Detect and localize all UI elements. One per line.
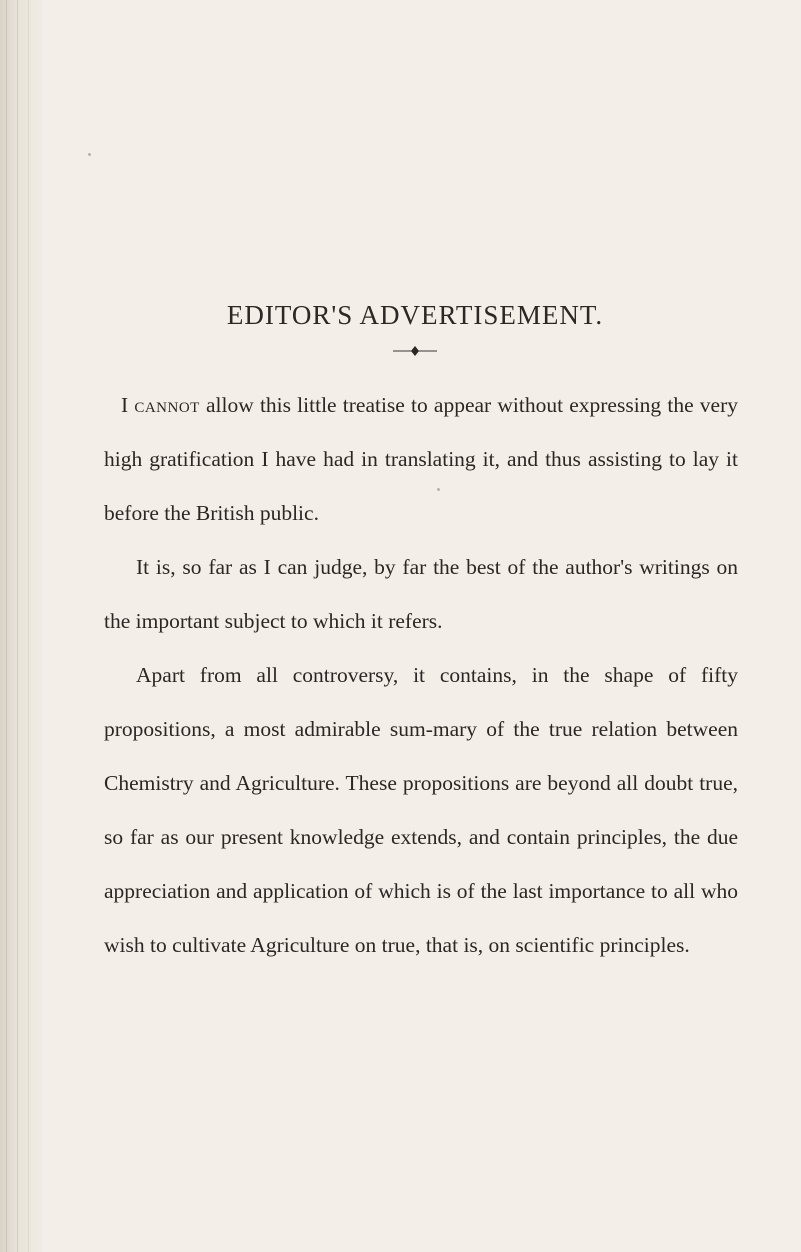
paragraph-3: Apart from all controversy, it contains, in the shape of fifty propositions, a most admirable sum-mary of the true relation between Chemistry and Agriculture. These propositions are beyond all doubt true, so far as our present knowledge extends, and contain principles, the due appreciation and application of which is of the last importance to all who wish to cultivate Agriculture on true, that is, on scientific principles. xyxy=(104,663,738,957)
lead-small-caps: cannot xyxy=(134,393,200,417)
page-title: EDITOR'S ADVERTISEMENT. xyxy=(226,300,604,330)
paragraph-1-text: allow this little treatise to appear without expressing the very high gratification I have had in translating it, and thus assisting to lay it before the British public. xyxy=(104,393,738,525)
title-ornament xyxy=(95,344,735,364)
binding-gutter xyxy=(0,0,42,1252)
lead-word: I xyxy=(121,393,129,417)
paragraph-2: It is, so far as I can judge, by far the best of the author's writings on the important subject to which it refers. xyxy=(104,555,738,633)
paragraph-1 xyxy=(104,378,738,540)
body-text xyxy=(104,378,738,972)
paper-speck xyxy=(88,153,91,156)
rule-with-diamond-icon xyxy=(393,344,437,358)
page xyxy=(95,0,738,1252)
gutter-line xyxy=(28,0,29,1252)
gutter-line xyxy=(17,0,18,1252)
gutter-line xyxy=(6,0,7,1252)
